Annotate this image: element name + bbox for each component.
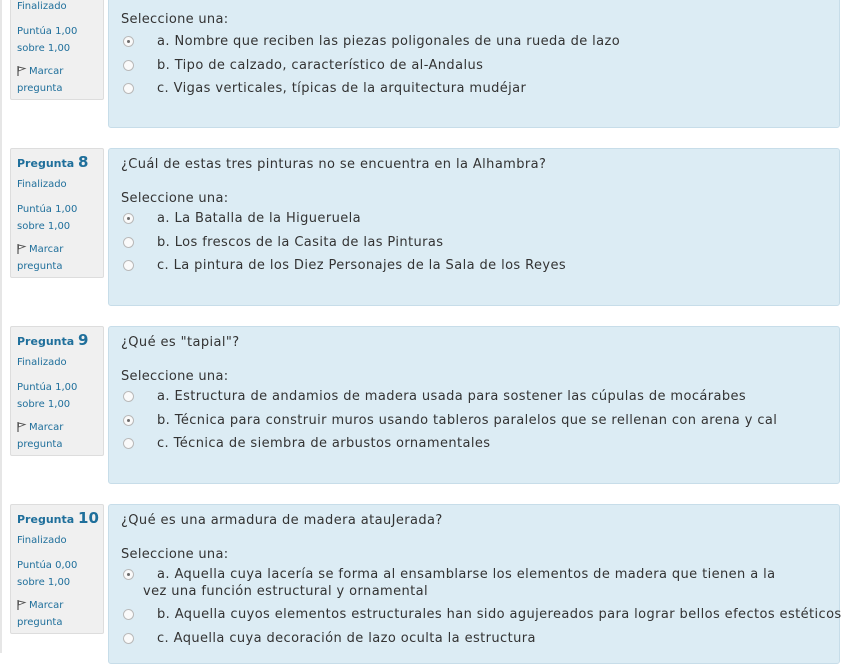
answer-prompt: Seleccione una: — [121, 12, 229, 27]
flag-question-link[interactable]: Marcar pregunta — [17, 66, 64, 94]
radio-button[interactable] — [123, 391, 134, 402]
radio-button[interactable] — [123, 260, 134, 271]
radio-button[interactable] — [123, 60, 134, 71]
radio-button[interactable] — [123, 633, 134, 644]
question-grade: Puntúa 1,00 sobre 1,00 — [17, 204, 78, 232]
page-left-border — [0, 0, 2, 653]
radio-button[interactable] — [123, 569, 134, 580]
question-grade: Puntúa 1,00 sobre 1,00 — [17, 382, 78, 410]
question-number: Pregunta 8 — [17, 153, 89, 171]
question-content: Seleccione una: a. Nombre que reciben las piezas poligonales de una rueda de lazo b. Tipo de calzado, característico de al-Andalus c. Vigas verticales, típicas de la arquitectura mudéjar — [108, 0, 840, 128]
answer-prompt: Seleccione una: — [121, 547, 229, 562]
answer-prompt: Seleccione una: — [121, 191, 229, 206]
flag-icon — [17, 243, 27, 253]
question-content: ¿Qué es una armadura de madera atauJerada? Seleccione una: a. Aquella cuya lacería se forma al ensamblarse los elementos de madera que tienen a la vez una función estructural y ornamental b. Aquella cuyos elementos estructurales han sido agujereados para lograr bellos efectos estéticos c. Aquella cuya decoración de lazo oculta la estructura — [108, 504, 840, 664]
question-info — [10, 326, 104, 456]
question-content: ¿Qué es "tapial"? Seleccione una: a. Estructura de andamios de madera usada para sostener las cúpulas de mocárabes b. Técnica para construir muros usando tableros paralelos que se rellenan con arena y cal c. Técnica de siembra de arbustos ornamentales — [108, 326, 840, 484]
question-state: Finalizado — [17, 535, 67, 546]
question-text: ¿Qué es "tapial"? — [121, 335, 240, 350]
question-info — [10, 504, 104, 634]
flag-icon — [17, 65, 27, 75]
radio-button[interactable] — [123, 609, 134, 620]
question-number: Pregunta 10 — [17, 509, 99, 527]
radio-button[interactable] — [123, 36, 134, 47]
radio-button[interactable] — [123, 237, 134, 248]
question-state: Finalizado — [17, 179, 67, 190]
question-state: Finalizado — [17, 1, 67, 12]
question-content: ¿Cuál de estas tres pinturas no se encuentra en la Alhambra? Seleccione una: a. La Batalla de la Higueruela b. Los frescos de la Casita de las Pinturas c. La pintura de los Diez Personajes de la Sala de los Reyes — [108, 148, 840, 306]
question-info — [10, 0, 104, 100]
radio-button[interactable] — [123, 415, 134, 426]
answer-prompt: Seleccione una: — [121, 369, 229, 384]
radio-button[interactable] — [123, 83, 134, 94]
flag-icon — [17, 421, 27, 431]
question-text: ¿Cuál de estas tres pinturas no se encuentra en la Alhambra? — [121, 157, 547, 172]
flag-question-link[interactable]: Marcar pregunta — [17, 600, 64, 628]
radio-button[interactable] — [123, 213, 134, 224]
question-info — [10, 148, 104, 278]
flag-icon — [17, 599, 27, 609]
question-grade: Puntúa 1,00 sobre 1,00 — [17, 26, 78, 54]
question-grade: Puntúa 0,00 sobre 1,00 — [17, 560, 78, 588]
flag-question-link[interactable]: Marcar pregunta — [17, 244, 64, 272]
question-number: Pregunta 9 — [17, 331, 89, 349]
flag-question-link[interactable]: Marcar pregunta — [17, 422, 64, 450]
question-text: ¿Qué es una armadura de madera atauJerada? — [121, 513, 443, 528]
radio-button[interactable] — [123, 438, 134, 449]
question-state: Finalizado — [17, 357, 67, 368]
